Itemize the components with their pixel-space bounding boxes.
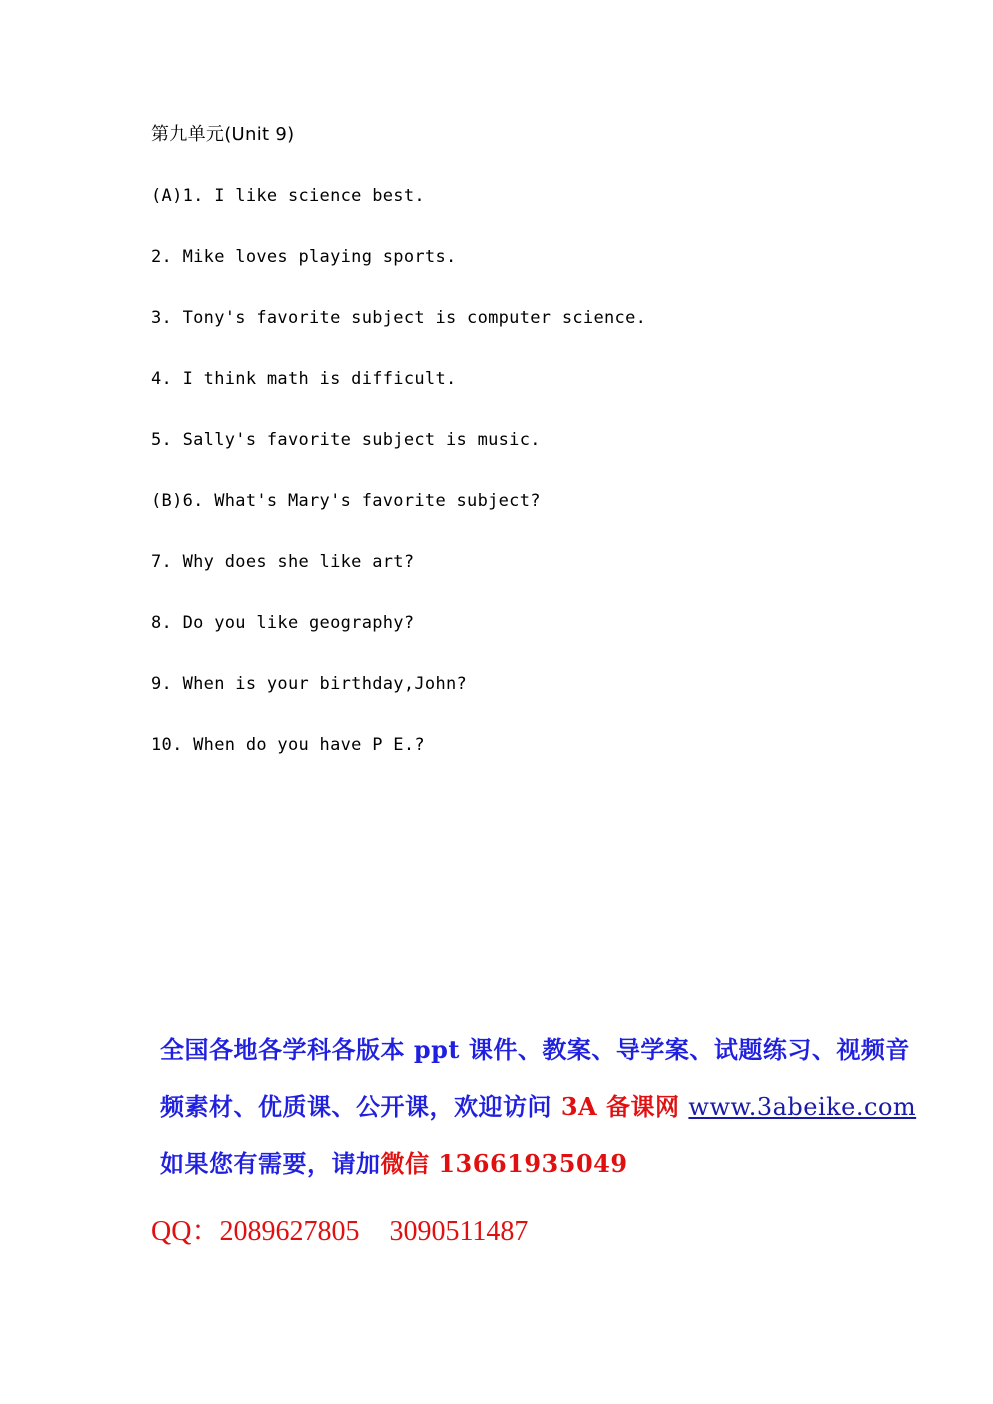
sentence-1: (A)1. I like science best. bbox=[151, 186, 425, 206]
sentence-3: 3. Tony's favorite subject is computer science. bbox=[151, 308, 647, 328]
qq-number-2: 3090511487 bbox=[389, 1216, 529, 1247]
qq-label: QQ： bbox=[151, 1216, 220, 1247]
promo-block bbox=[160, 1030, 950, 1201]
unit-title: 第九单元(Unit 9) bbox=[151, 124, 295, 145]
sentence-7: 7. Why does she like art? bbox=[151, 552, 415, 572]
promo-brand: 3A 备课网 bbox=[560, 1092, 680, 1121]
sentence-4: 4. I think math is difficult. bbox=[151, 369, 457, 389]
sentence-2: 2. Mike loves playing sports. bbox=[151, 247, 457, 267]
sentence-9: 9. When is your birthday,John? bbox=[151, 674, 468, 694]
sentence-8: 8. Do you like geography? bbox=[151, 613, 415, 633]
qq-number-1: 2089627805 bbox=[219, 1216, 360, 1247]
promo-line-2 bbox=[160, 1087, 950, 1144]
promo-line-2-text: 频素材、优质课、公开课，欢迎访问 bbox=[160, 1092, 561, 1121]
exercise-content bbox=[151, 121, 931, 792]
sentence-6: (B)6. What's Mary's favorite subject? bbox=[151, 491, 541, 511]
promo-line-3-text: 如果您有需要，请加 bbox=[160, 1149, 381, 1178]
promo-line-3 bbox=[160, 1144, 950, 1201]
promo-line-1: 全国各地各学科各版本 ppt 课件、教案、导学案、试题练习、视频音 bbox=[160, 1035, 910, 1064]
qq-contact bbox=[151, 1212, 528, 1252]
promo-wechat: 微信 13661935049 bbox=[380, 1149, 628, 1178]
sentence-5: 5. Sally's favorite subject is music. bbox=[151, 430, 541, 450]
promo-url-link[interactable]: www.3abeike.com bbox=[688, 1093, 917, 1121]
sentence-10: 10. When do you have P E.? bbox=[151, 735, 425, 755]
